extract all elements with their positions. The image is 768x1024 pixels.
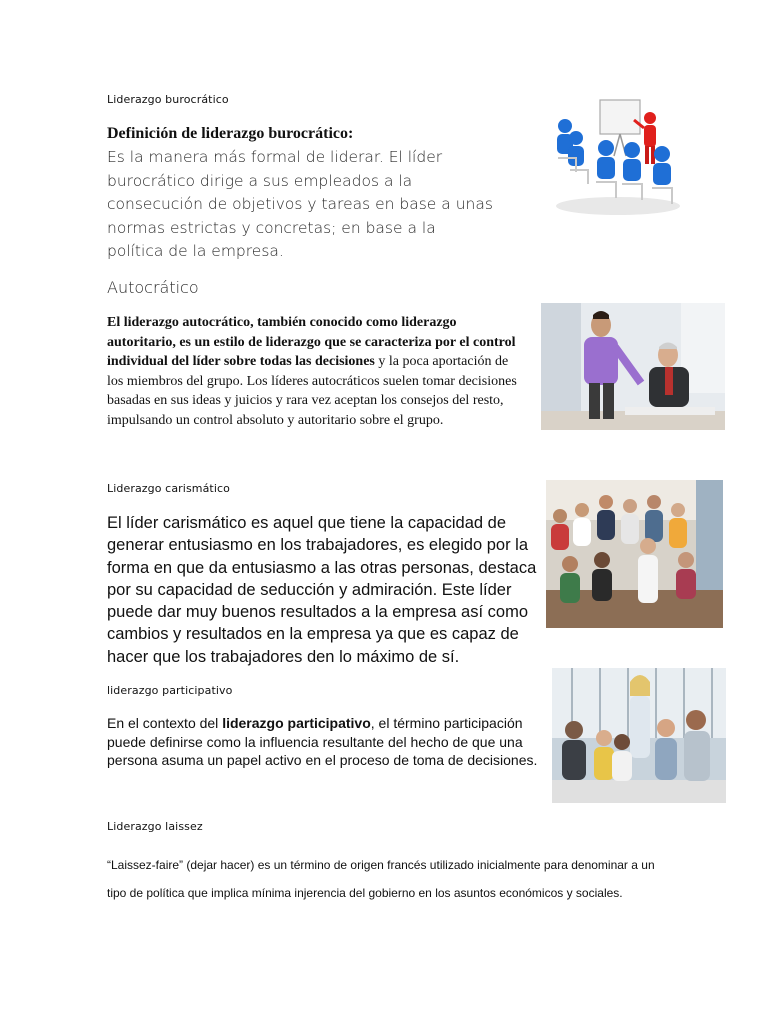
text-line: El líder carismático es aquel que tiene la capacidad de	[107, 514, 506, 532]
text-line: “Laissez-faire” (dejar hacer) es un término de origen francés utilizado inicialmente para denominar a un	[107, 858, 655, 872]
laissez-paragraph	[107, 858, 707, 900]
heading-carismatico: Liderazgo carismático	[107, 482, 230, 495]
heading-autocratico: Autocrático	[107, 278, 199, 297]
text-line: cambios y resultados en la empresa ya que es capaz de	[107, 625, 519, 644]
text-line: generar entusiasmo en los trabajadores, es elegido por la	[107, 536, 529, 555]
text-line-bold	[107, 313, 532, 333]
text-line: burocrático dirige a sus empleados a la	[107, 171, 413, 190]
bold-text: El liderazgo autocrático, también conocido como liderazgo	[107, 315, 457, 330]
bold-text: liderazgo participativo	[222, 715, 371, 731]
text-line-mixed	[107, 352, 532, 372]
text-line: impulsando un control absoluto y autoritario sobre el grupo.	[107, 412, 444, 428]
definition-title: Definición de liderazgo burocrático:	[107, 125, 354, 142]
text-line: normas estrictas y concretas; en base a la	[107, 218, 436, 237]
text-line: consecución de objetivos y tareas en base a unas	[107, 195, 493, 213]
text-line: tipo de política que implica mínima injerencia del gobierno en los asuntos económicos y sociales.	[107, 886, 623, 900]
burocratico-paragraph	[107, 146, 527, 264]
text-line: por su capacidad de seducción y admiración. Este líder	[107, 580, 512, 599]
text-line: puede dar muy buenos resultados a la empresa así como	[107, 603, 528, 622]
text-line-mixed	[107, 714, 542, 733]
heading-participativo: liderazgo participativo	[107, 684, 233, 697]
text-line: puede definirse como la influencia resultante del hecho de que una	[107, 733, 523, 750]
regular-text: , el término participación	[370, 715, 523, 731]
bold-text: individual del líder sobre todas las decisiones	[107, 354, 375, 369]
autocratic-meeting-image	[541, 303, 725, 430]
bold-text: autoritario, es un estilo de liderazgo que se caracteriza por el control	[107, 334, 516, 350]
text-line-bold	[107, 333, 532, 353]
regular-text: y la poca aportación de	[374, 354, 509, 369]
text-line: Es la manera más formal de liderar. El líder	[107, 148, 443, 166]
text-line: persona asuma un papel activo en el proceso de toma de decisiones.	[107, 752, 538, 768]
presentation-clipart-image	[548, 98, 688, 216]
heading-burocratico: Liderazgo burocrático	[107, 93, 229, 106]
text-line: forma en que da entusiasmo a las otras personas, destaca	[107, 558, 537, 577]
charismatic-group-image	[546, 480, 723, 628]
autocratico-paragraph	[107, 313, 532, 430]
text-line: basadas en sus ideas y juicios y rara vez aceptan los consejos del resto,	[107, 393, 504, 408]
participativo-paragraph	[107, 714, 542, 770]
heading-laissez: Liderazgo laissez	[107, 820, 203, 833]
text-line: hacer que los trabajadores den lo máximo de sí.	[107, 647, 460, 666]
regular-text: En el contexto del	[107, 715, 223, 731]
carismatico-paragraph	[107, 512, 537, 668]
text-line: los miembros del grupo. Los líderes autocráticos suelen tomar decisiones	[107, 373, 517, 389]
participative-meeting-image	[552, 668, 726, 803]
text-line: política de la empresa.	[107, 242, 284, 260]
